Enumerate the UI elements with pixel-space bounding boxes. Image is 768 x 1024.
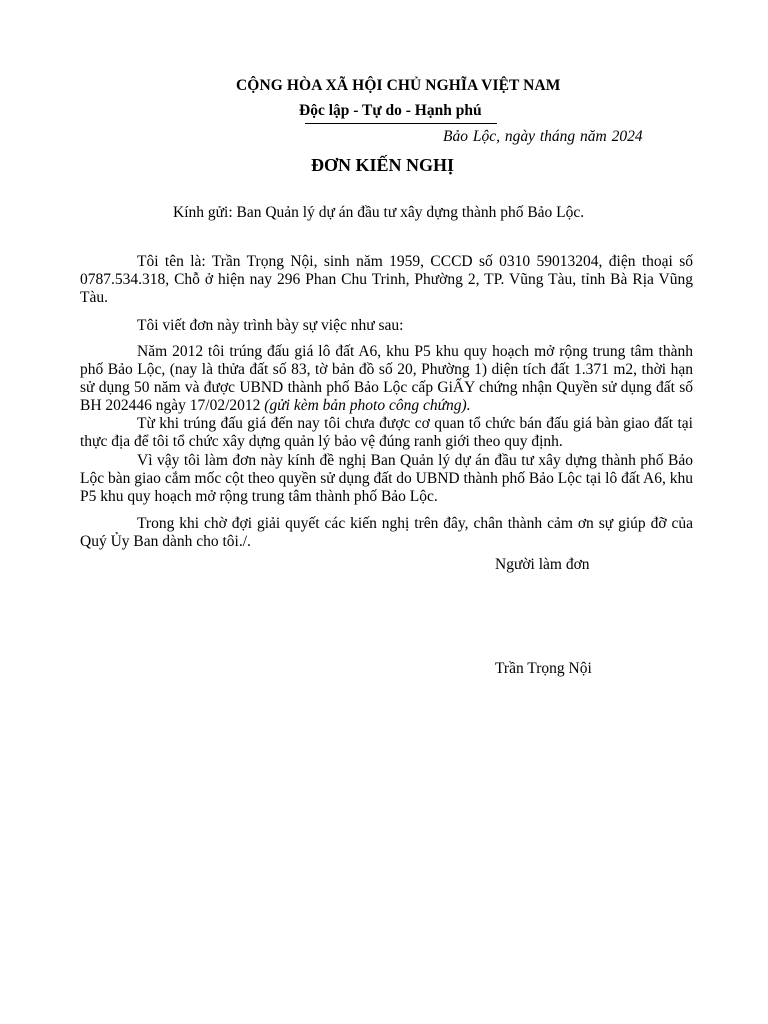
attachment-note: (gửi kèm bản photo công chứng). <box>264 397 471 414</box>
date-line: Bảo Lộc, ngày tháng năm 2024 <box>443 128 643 145</box>
signer-name: Trần Trọng Nội <box>495 660 592 677</box>
paragraph-personal-info: Tôi tên là: Trần Trọng Nội, sinh năm 1959, CCCD số 0310 59013204, điện thoại số 0787.534.318, Chỗ ở hiện nay 296 Phan Chu Trinh, Phường 2, TP. Vũng Tàu, tỉnh Bà Rịa Vũng Tàu. <box>80 253 693 306</box>
paragraph-intro: Tôi viết đơn này trình bày sự việc như sau: <box>137 317 404 334</box>
paragraph-handover-issue: Từ khi trúng đấu giá đến nay tôi chưa được cơ quan tổ chức bán đấu giá bàn giao đất tại thực địa để tôi tổ chức xây dựng quản lý bảo vệ đúng ranh giới theo quy định. <box>80 415 693 450</box>
motto-underline <box>305 123 497 124</box>
national-title: CỘNG HÒA XÃ HỘI CHỦ NGHĨA VIỆT NAM <box>236 77 561 94</box>
recipient-line: Kính gửi: Ban Quản lý dự án đầu tư xây dựng thành phố Bảo Lộc. <box>173 204 585 221</box>
signer-label: Người làm đơn <box>495 556 590 573</box>
document-title: ĐƠN KIẾN NGHỊ <box>311 155 455 175</box>
paragraph-land-auction-text: Năm 2012 tôi trúng đấu giá lô đất A6, khu P5 khu quy hoạch mở rộng trung tâm thành phố Bảo Lộc, (nay là thửa đất số 83, tờ bản đồ số 20, Phường 1) diện tích đất 1.371 m2, thời hạn sử dụng 50 năm và được UBND thành phố Bảo Lộc cấp GiẤY chứng nhận Quyền sử dụng đất số BH 202446 ngày 17/02/2012 <box>80 343 693 414</box>
paragraph-request: Vì vậy tôi làm đơn này kính đề nghị Ban Quản lý dự án đầu tư xây dựng thành phố Bảo Lộc bàn giao cắm mốc cột theo quyền sử dụng đất do UBND thành phố Bảo Lộc tại lô đất A6, khu P5 khu quy hoạch mở rộng trung tâm thành phố Bảo Lộc. <box>80 452 693 505</box>
paragraph-land-auction <box>80 343 693 415</box>
national-motto: Độc lập - Tự do - Hạnh phú <box>299 102 482 119</box>
paragraph-closing: Trong khi chờ đợi giải quyết các kiến nghị trên đây, chân thành cảm ơn sự giúp đỡ của Quý Ủy Ban dành cho tôi./. <box>80 515 693 550</box>
